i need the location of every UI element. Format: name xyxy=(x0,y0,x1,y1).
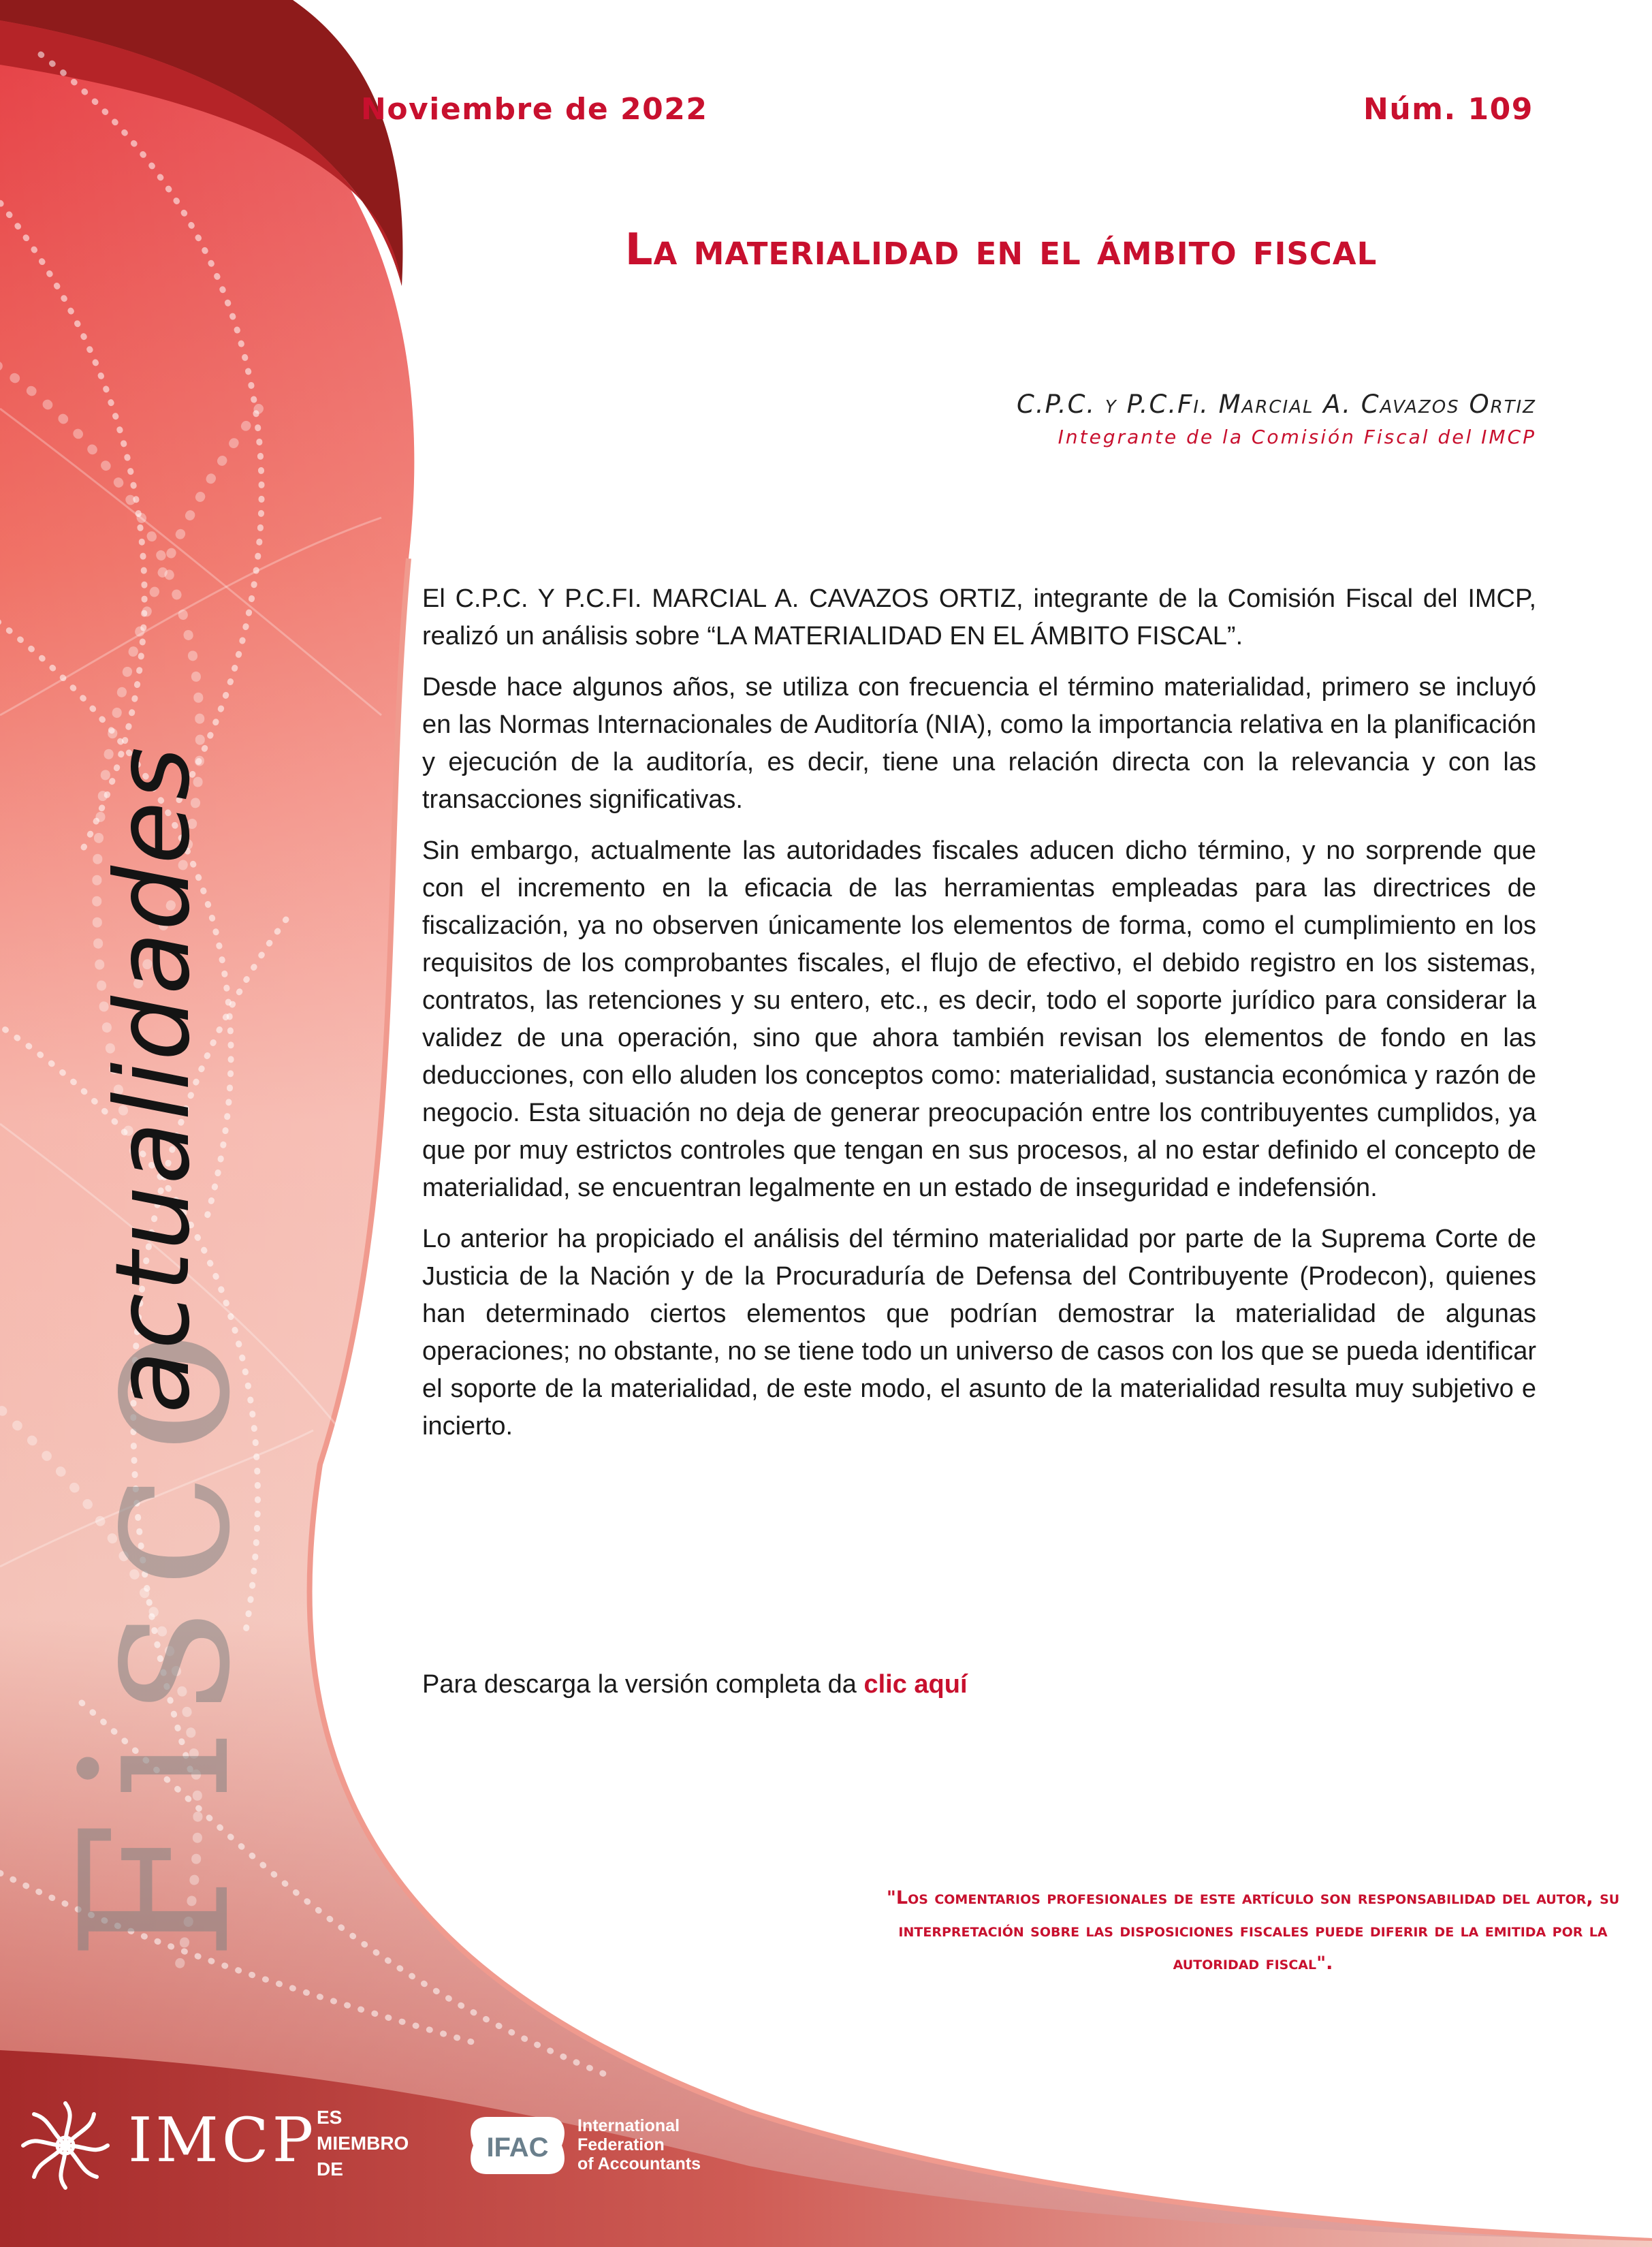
issue-number: Núm. 109 xyxy=(1363,92,1534,127)
body-paragraph: Sin embargo, actualmente las autoridades fiscales aducen dicho término, y no sorprende que con el incremento en la eficacia de las herramientas empleadas para las directrices de fiscalización, ya no observen únicamente los elementos de forma, como el cumplimiento en los requisitos de los comprobantes fiscales, el flujo de efectivo, el debido registro en los sistemas, contratos, las retenciones y su entero, etc., es decir, todo el soporte jurídico para considerar la validez de una operación, sino que ahora también revisan los elementos de fondo en las deducciones, con ello aluden los conceptos como: materialidad, sustancia económica y razón de negocio. Esta situación no deja de generar preocupación entre los contribuyentes cumplidos, ya que por muy estrictos controles que tengan en sus procesos, al no estar definido el concepto de materialidad, se encuentran legalmente en un estado de inseguridad e indefensión. xyxy=(422,836,1536,1202)
ifac-abbr: IFAC xyxy=(486,2133,549,2163)
disclaimer-note: "Los comentarios profesionales de este artículo son responsabilidad del autor, su interpretación sobre las disposiciones fiscales puede diferir de la emitida por la autoridad fiscal". xyxy=(886,1887,1620,1974)
download-link[interactable]: clic aquí xyxy=(863,1670,968,1699)
fisco-brand-word: Fisco xyxy=(37,1310,275,1962)
author-name: C.P.C. y P.C.Fi. Marcial A. Cavazos Ortiz xyxy=(1017,390,1536,419)
article-title: La materialidad en el ámbito fiscal xyxy=(624,225,1378,275)
download-line xyxy=(422,1670,968,1699)
ifac-logo-icon xyxy=(466,2111,569,2180)
download-text: Para descarga la versión completa da xyxy=(422,1670,857,1699)
body-paragraph: Lo anterior ha propiciado el análisis del término materialidad por parte de la Suprema Corte de Justicia de la Nación y de la Procuraduría de Defensa del Contribuyente (Prodecon), quienes han determinado ciertos elementos que podrían demostrar la materialidad de algunas operaciones; no obstante, no se tiene todo un universo de casos con los que se pueda identificar el soporte de la materialidad, de este modo, el asunto de la materialidad resulta muy subjetivo e incierto. xyxy=(422,1225,1536,1441)
ifac-name-line: of Accountants xyxy=(577,2154,701,2173)
member-line: DE xyxy=(317,2158,343,2180)
member-line: MIEMBRO xyxy=(317,2133,409,2154)
ifac-name-line: International xyxy=(577,2116,680,2135)
body-paragraph: Desde hace algunos años, se utiliza con frecuencia el término materialidad, primero se incluyó en las Normas Internacionales de Auditoría (NIA), como la importancia relativa en la planificación y ejecución de la auditoría, es decir, tiene una relación directa con la relevancia y con las transacciones significativas. xyxy=(422,673,1536,814)
ifac-name-line: Federation xyxy=(577,2135,665,2154)
issue-date: Noviembre de 2022 xyxy=(361,92,708,127)
member-note xyxy=(317,2105,409,2182)
imcp-logo-icon xyxy=(18,2098,113,2193)
ifac-full-name xyxy=(577,2116,701,2173)
body-paragraph: El C.P.C. Y P.C.FI. MARCIAL A. CAVAZOS ORTIZ, integrante de la Comisión Fiscal del IMCP, realizó un análisis sobre “LA MATERIALIDAD EN EL ÁMBITO FISCAL”. xyxy=(422,584,1536,650)
actualidades-brand-word: actualidades xyxy=(94,745,212,1413)
imcp-wordmark: IMCP xyxy=(128,2105,317,2176)
article-body xyxy=(422,580,1536,1459)
author-role: Integrante de la Comisión Fiscal del IMCP xyxy=(1058,426,1536,448)
member-line: ES xyxy=(317,2107,343,2128)
